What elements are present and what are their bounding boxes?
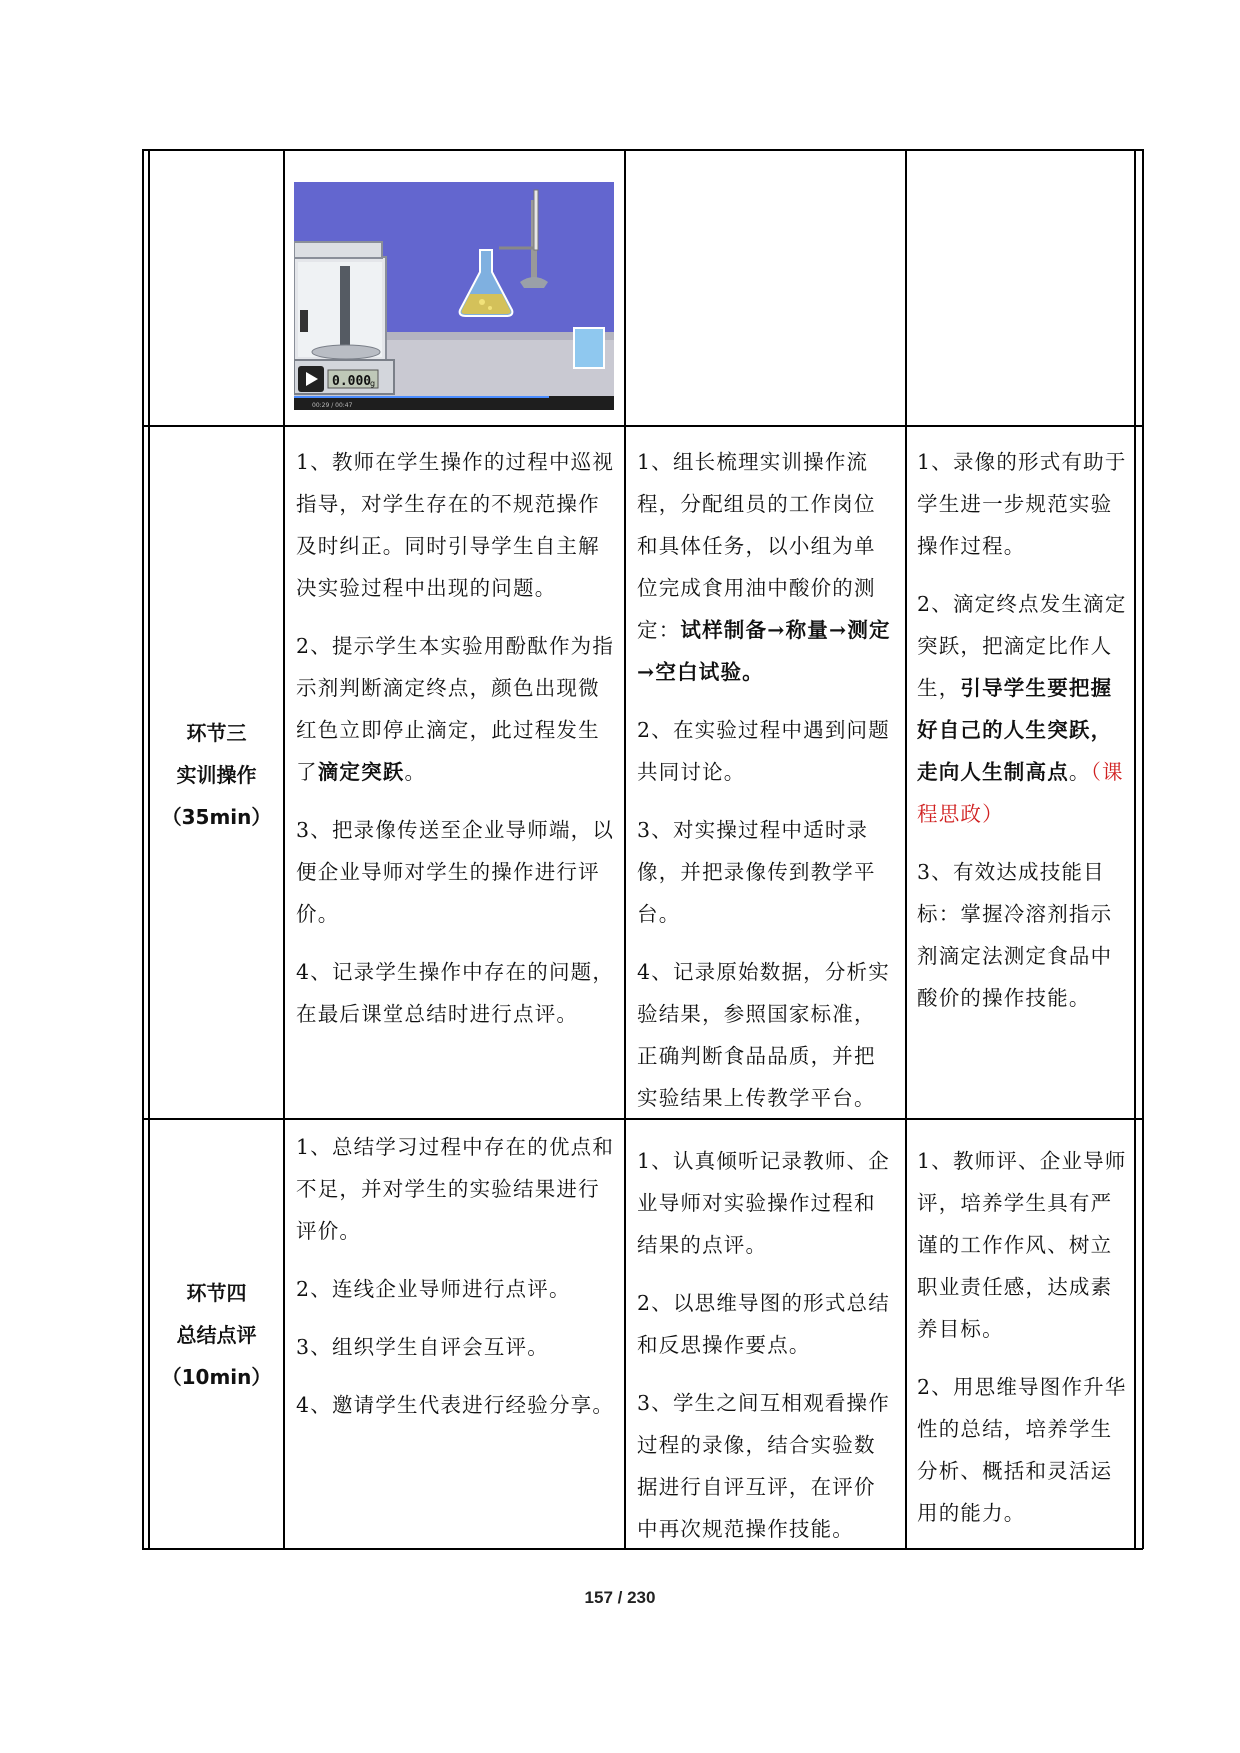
student-item: 1、认真倾听记录教师、企业导师对实验操作过程和结果的点评。: [637, 1149, 890, 1257]
column-divider: [283, 149, 285, 1549]
teacher-item: 1、总结学习过程中存在的优点和不足，并对学生的实验结果进行评价。: [296, 1135, 615, 1243]
video-time: 00:29 / 00:47: [312, 402, 353, 409]
highlight: 引导学生要把握好自己的人生突跃，走向人生制高点: [917, 676, 1113, 784]
table-border-top: [142, 149, 1143, 151]
student-activity: [637, 441, 897, 1135]
student-item: 1、组长梳理实训操作流程，分配组员的工作岗位和具体任务，以小组为单位完成食用油中酸价的测定：试样制备→称量→测定→空白试验。: [637, 450, 891, 684]
student-item: 3、学生之间互相观看操作过程的录像，结合实验数据进行自评互评，在评价中再次规范操作技能。: [637, 1391, 890, 1541]
teacher-activity: [296, 441, 616, 1051]
stage-title: 实训操作: [176, 763, 257, 787]
teacher-item: 1、教师在学生操作的过程中巡视指导，对学生存在的不规范操作及时纠正。同时引导学生自主解决实验过程中出现的问题。: [296, 450, 615, 600]
intent-item: 2、用思维导图作升华性的总结，培养学生分析、概括和灵活运用的能力。: [917, 1375, 1127, 1525]
page-number: 157 / 230: [584, 1588, 656, 1607]
ideology-tag: （课程思政）: [917, 760, 1124, 826]
teacher-item: 4、记录学生操作中存在的问题，在最后课堂总结时进行点评。: [296, 960, 615, 1026]
stage-label: [150, 712, 283, 838]
teacher-item: 3、组织学生自评会互评。: [296, 1335, 549, 1359]
stage-name: 环节三: [186, 721, 247, 745]
teacher-activity: [296, 1126, 616, 1442]
teacher-item: 2、连线企业导师进行点评。: [296, 1277, 571, 1301]
teacher-item: 3、把录像传送至企业导师端，以便企业导师对学生的操作进行评价。: [296, 818, 615, 926]
table-border-right: [1142, 149, 1144, 1549]
teacher-item: 2、提示学生本实验用酚酞作为指示剂判断滴定终点，颜色出现微红色立即停止滴定，此过程发生了滴定突跃。: [296, 634, 615, 784]
table-border-right-inner: [1134, 149, 1136, 1549]
stage-duration: （10min）: [161, 1365, 272, 1389]
design-intent: [917, 441, 1127, 1035]
stage-name: 环节四: [186, 1281, 247, 1305]
student-item: 3、对实操过程中适时录像，并把录像传到教学平台。: [637, 818, 876, 926]
experiment-video[interactable]: [294, 182, 614, 410]
student-item: 4、记录原始数据，分析实验结果，参照国家标准，正确判断食品品质，并把实验结果上传教学平台。: [637, 960, 890, 1110]
student-activity: [637, 1140, 897, 1566]
highlight: 滴定突跃: [317, 760, 405, 784]
highlight: 试样制备→称量→测定→空白试验。: [637, 618, 891, 684]
intent-item: 1、录像的形式有助于学生进一步规范实验操作过程。: [917, 450, 1127, 558]
column-divider: [624, 149, 626, 1549]
intent-item: 3、有效达成技能目标：掌握冷溶剂指示剂滴定法测定食品中酸价的操作技能。: [917, 860, 1113, 1010]
intent-item: 2、滴定终点发生滴定突跃，把滴定比作人生，引导学生要把握好自己的人生突跃，走向人生制高点。（课程思政）: [917, 592, 1127, 826]
student-item: 2、在实验过程中遇到问题共同讨论。: [637, 718, 890, 784]
balance-readout-unit: g: [370, 379, 376, 388]
stage-label: [150, 1272, 283, 1398]
balance-readout: 0.000: [332, 374, 372, 389]
stage-duration: （35min）: [161, 805, 272, 829]
table-border-left: [142, 149, 144, 1549]
titration-scene-image: [294, 182, 614, 410]
teacher-item: 4、邀请学生代表进行经验分享。: [296, 1393, 615, 1417]
intent-item: 1、教师评、企业导师评，培养学生具有严谨的工作作风、树立职业责任感，达成素养目标。: [917, 1149, 1127, 1341]
stage-title: 总结点评: [176, 1323, 257, 1347]
row-divider: [142, 425, 1143, 427]
student-item: 2、以思维导图的形式总结和反思操作要点。: [637, 1291, 890, 1357]
column-divider: [905, 149, 907, 1549]
design-intent: [917, 1140, 1127, 1550]
